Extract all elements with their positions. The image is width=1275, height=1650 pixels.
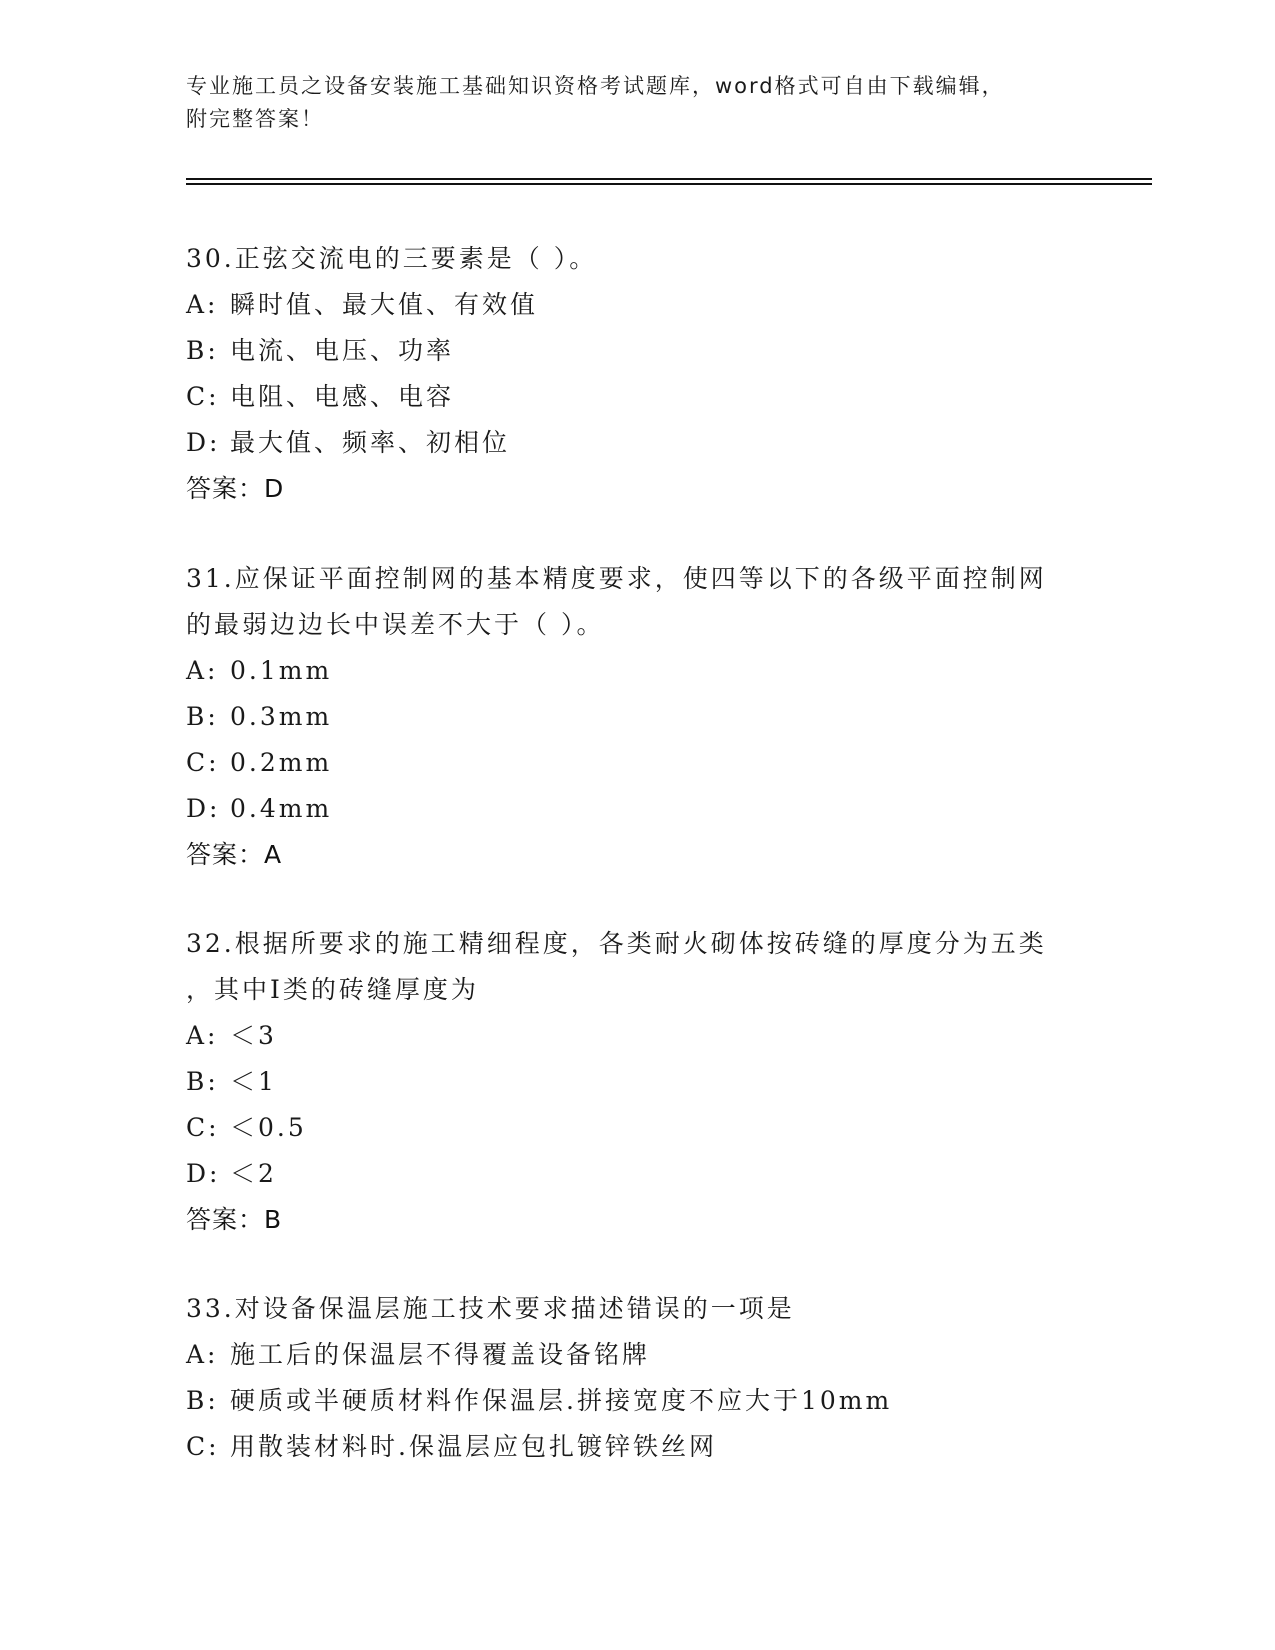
option-letter: C: <box>186 1432 220 1461</box>
option-c <box>186 740 1086 786</box>
question-stem-line-2: ，其中Ⅰ类的砖缝厚度为 <box>186 975 479 1004</box>
option-d <box>186 786 1086 832</box>
option-c <box>186 374 1086 420</box>
option-text: 施工后的保温层不得覆盖设备铭牌 <box>230 1340 651 1369</box>
question-33 <box>186 1286 1086 1470</box>
option-text: 0.4mm <box>230 794 333 823</box>
option-letter: D: <box>186 1159 221 1188</box>
option-c <box>186 1105 1086 1151</box>
option-text: 瞬时值、最大值、有效值 <box>230 290 539 319</box>
question-stem-line-2: 的最弱边边长中误差不大于（ ）。 <box>186 610 605 639</box>
option-letter: B: <box>186 1386 219 1415</box>
option-letter: A: <box>186 1340 219 1369</box>
answer-line: 答案：A <box>186 840 283 869</box>
question-stem-line-1: 32.根据所要求的施工精细程度，各类耐火砌体按砖缝的厚度分为五类 <box>186 929 1047 958</box>
option-letter: C: <box>186 1113 220 1142</box>
option-a <box>186 1013 1086 1059</box>
option-c <box>186 1424 1086 1470</box>
option-letter: B: <box>186 1067 219 1096</box>
option-text: 0.1mm <box>230 656 333 685</box>
page-header <box>186 70 1086 136</box>
option-b <box>186 1378 1086 1424</box>
option-letter: D: <box>186 794 221 823</box>
question-stem: 30.正弦交流电的三要素是（ ）。 <box>186 244 598 273</box>
option-b <box>186 694 1086 740</box>
question-stem-line-1: 31.应保证平面控制网的基本精度要求，使四等以下的各级平面控制网 <box>186 564 1047 593</box>
option-text: 0.2mm <box>230 748 333 777</box>
option-letter: C: <box>186 382 220 411</box>
header-divider-top <box>186 178 1152 180</box>
question-32 <box>186 921 1086 1243</box>
option-text: 硬质或半硬质材料作保温层.拼接宽度不应大于10mm <box>230 1386 893 1415</box>
question-30 <box>186 236 1086 512</box>
option-text: ＜2 <box>230 1159 277 1188</box>
option-a <box>186 282 1086 328</box>
answer-line: 答案：B <box>186 1205 283 1234</box>
option-a <box>186 648 1086 694</box>
option-b <box>186 1059 1086 1105</box>
option-letter: A: <box>186 1021 219 1050</box>
option-text: 0.3mm <box>230 702 333 731</box>
question-31 <box>186 556 1086 878</box>
option-letter: B: <box>186 336 219 365</box>
option-text: ＜3 <box>230 1021 277 1050</box>
option-text: 电流、电压、功率 <box>230 336 455 365</box>
option-text: 最大值、频率、初相位 <box>230 428 511 457</box>
header-line-2: 附完整答案！ <box>186 107 324 131</box>
header-divider-bottom <box>186 183 1152 185</box>
option-d <box>186 1151 1086 1197</box>
option-letter: A: <box>186 290 219 319</box>
option-letter: D: <box>186 428 221 457</box>
option-letter: A: <box>186 656 219 685</box>
option-b <box>186 328 1086 374</box>
header-line-1: 专业施工员之设备安装施工基础知识资格考试题库，word格式可自由下载编辑， <box>186 74 1005 98</box>
option-text: ＜0.5 <box>230 1113 307 1142</box>
option-letter: C: <box>186 748 220 777</box>
option-text: 电阻、电感、电容 <box>230 382 455 411</box>
option-a <box>186 1332 1086 1378</box>
option-text: ＜1 <box>230 1067 277 1096</box>
option-letter: B: <box>186 702 219 731</box>
answer-line: 答案：D <box>186 474 285 503</box>
question-stem: 33.对设备保温层施工技术要求描述错误的一项是 <box>186 1294 795 1323</box>
option-text: 用散装材料时.保温层应包扎镀锌铁丝网 <box>230 1432 717 1461</box>
option-d <box>186 420 1086 466</box>
